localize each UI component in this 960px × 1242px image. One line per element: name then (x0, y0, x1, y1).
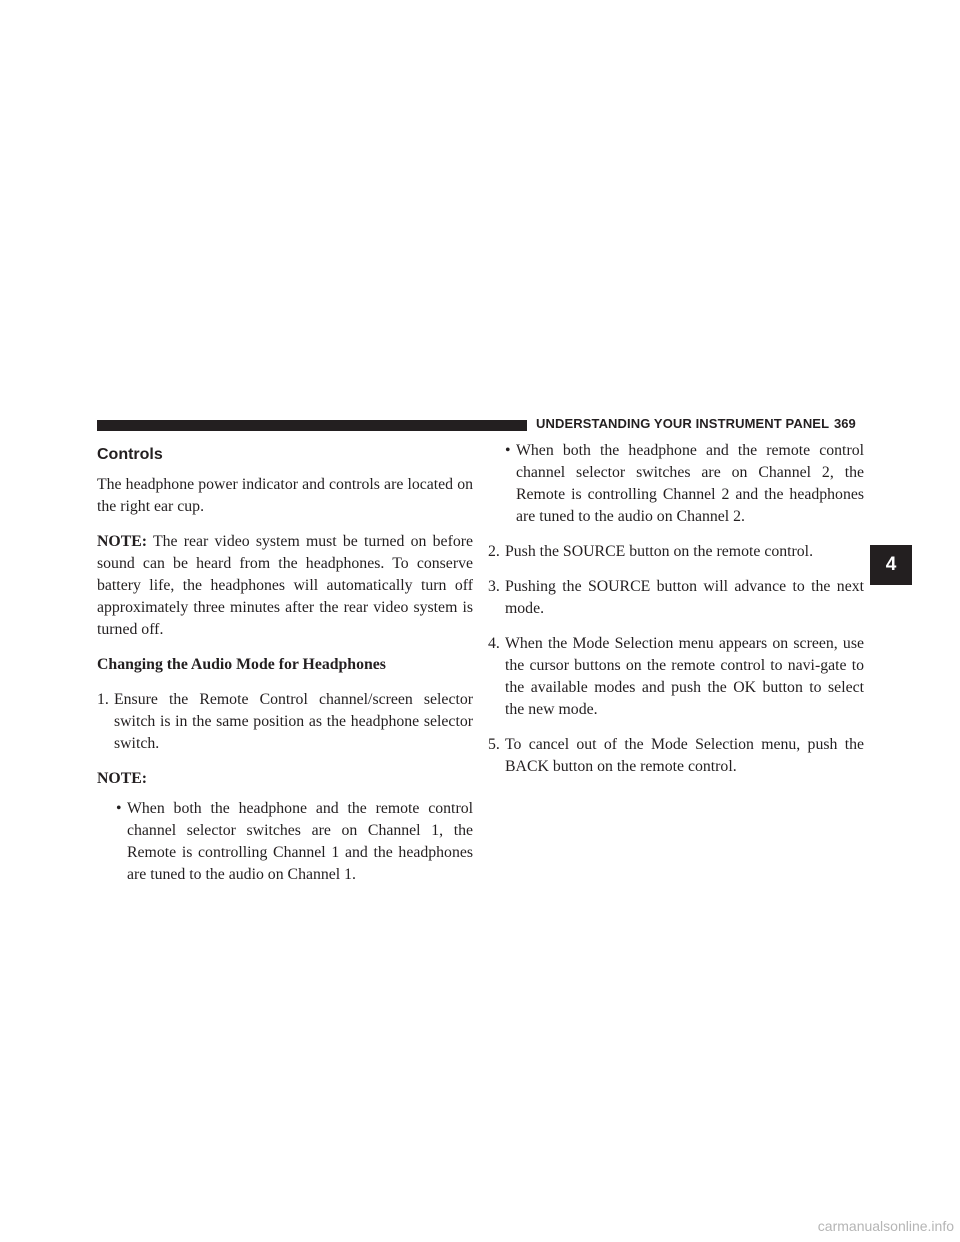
page-number: 369 (834, 416, 856, 431)
list-number: 2. (488, 543, 500, 560)
bullet-item (488, 440, 864, 528)
list-text: Ensure the Remote Control channel/screen selector switch is in the same position as the headphone selector switch. (114, 691, 473, 752)
list-number: 4. (488, 635, 500, 652)
subheading: Changing the Audio Mode for Headphones (97, 656, 386, 673)
intro-paragraph: The headphone power indicator and controls are located on the right ear cup. (97, 476, 473, 515)
footer-text: carmanualsonline.info (817, 1218, 954, 1234)
list-item (488, 633, 864, 721)
bullet-item (97, 798, 473, 886)
note-text: The rear video system must be turned on before sound can be heard from the headphones. To conserve battery life, the headphones will automatically turn off approximately three minutes after the rear video system is turned off. (97, 533, 473, 638)
header-rule (97, 420, 527, 431)
note-paragraph (97, 531, 473, 641)
list-item (488, 734, 864, 778)
list-number: 1. (97, 691, 109, 708)
note-label: NOTE: (97, 533, 148, 550)
list-number: 3. (488, 578, 500, 595)
list-text: When the Mode Selection menu appears on screen, use the cursor buttons on the remote control to navi-gate to the available modes and push the OK button to select the new mode. (505, 635, 864, 718)
bullet-text: When both the headphone and the remote control channel selector switches are on Channel 1, the Remote is controlling Channel 1 and the headphones are tuned to the audio on Channel 1. (127, 800, 473, 883)
left-column (97, 440, 473, 899)
chapter-tab: 4 (870, 545, 912, 585)
list-item (488, 576, 864, 620)
list-item (488, 541, 864, 563)
bullet-icon: • (116, 800, 122, 817)
note-label-2: NOTE: (97, 770, 148, 787)
list-number: 5. (488, 736, 500, 753)
section-title: UNDERSTANDING YOUR INSTRUMENT PANEL (536, 416, 830, 431)
bullet-icon: • (505, 442, 511, 459)
section-heading: Controls (97, 446, 163, 463)
list-text: Push the SOURCE button on the remote control. (505, 543, 814, 560)
list-text: To cancel out of the Mode Selection menu, push the BACK button on the remote control. (505, 736, 864, 775)
right-column (488, 440, 864, 791)
bullet-text: When both the headphone and the remote control channel selector switches are on Channel 2, the Remote is controlling Channel 2 and the headphones are tuned to the audio on Channel 2. (516, 442, 864, 525)
footer-watermark (0, 1218, 960, 1234)
list-text: Pushing the SOURCE button will advance to the next mode. (505, 578, 864, 617)
list-item (97, 689, 473, 755)
